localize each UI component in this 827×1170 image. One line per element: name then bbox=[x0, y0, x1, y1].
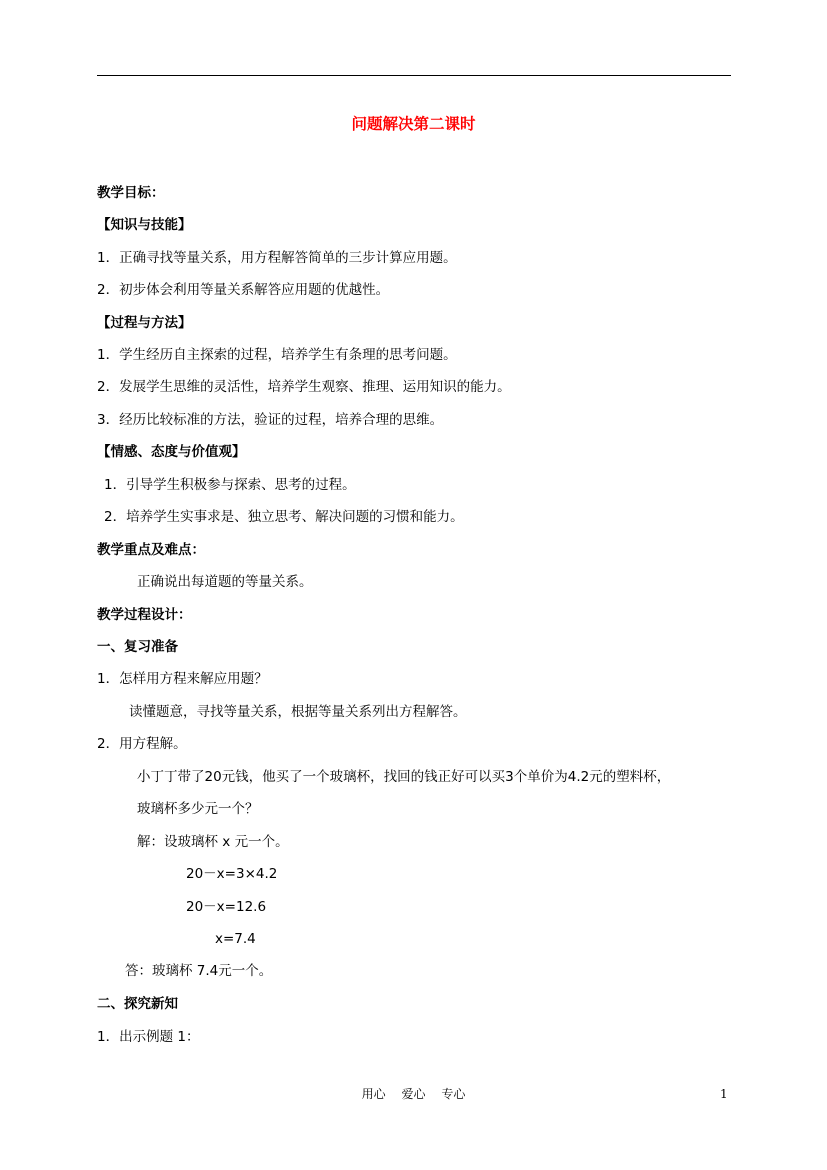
footer-word-3: 专心 bbox=[441, 1087, 466, 1101]
page-number: 1 bbox=[720, 1087, 728, 1101]
key-points-heading: 教学重点及难点： bbox=[97, 542, 205, 558]
explore-example: 1．出示例题 1： bbox=[97, 1029, 200, 1045]
footer-word-2: 爱心 bbox=[401, 1087, 426, 1101]
equation-3: x=7.4 bbox=[215, 931, 256, 947]
review-question-1: 1．怎样用方程来解应用题？ bbox=[97, 671, 268, 687]
equation-1: 20－x=3×4.2 bbox=[186, 866, 278, 882]
process-item-2: 2．发展学生思维的灵活性，培养学生观察、推理、运用知识的能力。 bbox=[97, 379, 511, 395]
key-points-text: 正确说出每道题的等量关系。 bbox=[137, 574, 313, 590]
emotion-heading: 【情感、态度与价值观】 bbox=[97, 444, 246, 460]
equation-2: 20－x=12.6 bbox=[186, 899, 267, 915]
problem-line-1: 小丁丁带了20元钱，他买了一个玻璃杯，找回的钱正好可以买3个单价为4.2元的塑料杯， bbox=[137, 769, 671, 785]
emotion-item-2: 2．培养学生实事求是、独立思考、解决问题的习惯和能力。 bbox=[104, 509, 464, 525]
document-title: 问题解决第二课时 bbox=[351, 115, 476, 133]
footer-word-1: 用心 bbox=[361, 1087, 386, 1101]
page-footer bbox=[0, 1086, 827, 1102]
explore-heading: 二、探究新知 bbox=[97, 996, 178, 1012]
review-answer-1: 读懂题意，寻找等量关系，根据等量关系列出方程解答。 bbox=[129, 704, 467, 720]
review-question-2: 2．用方程解。 bbox=[97, 736, 187, 752]
process-item-1: 1．学生经历自主探索的过程，培养学生有条理的思考问题。 bbox=[97, 347, 457, 363]
solution-intro: 解：设玻璃杯 x 元一个。 bbox=[137, 834, 289, 850]
goals-heading: 教学目标： bbox=[97, 185, 165, 201]
knowledge-item-1: 1．正确寻找等量关系，用方程解答简单的三步计算应用题。 bbox=[97, 250, 457, 266]
header-rule bbox=[97, 75, 731, 76]
problem-line-2: 玻璃杯多少元一个？ bbox=[137, 801, 259, 817]
process-heading: 【过程与方法】 bbox=[97, 315, 192, 331]
knowledge-heading: 【知识与技能】 bbox=[97, 217, 192, 233]
knowledge-item-2: 2．初步体会利用等量关系解答应用题的优越性。 bbox=[97, 282, 390, 298]
review-answer: 答：玻璃杯 7.4元一个。 bbox=[125, 963, 273, 979]
emotion-item-1: 1．引导学生积极参与探索、思考的过程。 bbox=[104, 477, 356, 493]
review-heading: 一、复习准备 bbox=[97, 639, 178, 655]
process-item-3: 3．经历比较标准的方法，验证的过程，培养合理的思维。 bbox=[97, 412, 444, 428]
design-heading: 教学过程设计： bbox=[97, 607, 192, 623]
